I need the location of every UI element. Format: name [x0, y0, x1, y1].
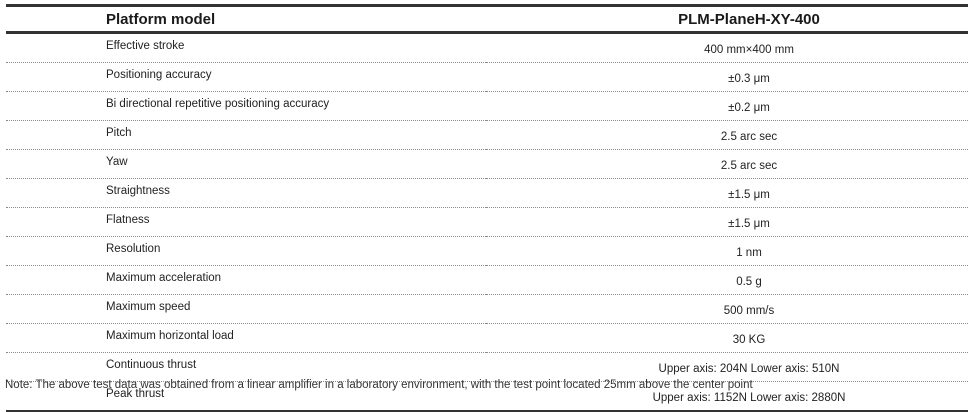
table-row [6, 237, 968, 266]
row-value: 1 nm [486, 237, 968, 266]
row-parameter: Maximum horizontal load [6, 324, 486, 353]
row-value: ±0.2 μm [486, 92, 968, 121]
table-row [6, 150, 968, 179]
row-value: ±1.5 μm [486, 208, 968, 237]
row-value: 0.5 g [486, 266, 968, 295]
table-row [6, 179, 968, 208]
table-row [6, 324, 968, 353]
row-value: 2.5 arc sec [486, 150, 968, 179]
table-row [6, 295, 968, 324]
row-parameter: Flatness [6, 208, 486, 237]
table-row [6, 208, 968, 237]
header-model-name: PLM-PlaneH-XY-400 [678, 10, 820, 28]
table-row [6, 63, 968, 92]
table-row [6, 353, 968, 382]
row-parameter: Yaw [6, 150, 486, 179]
table-row [6, 266, 968, 295]
footnote: Note: The above test data was obtained from a linear amplifier in a laboratory environment, with the test point located 25mm above the center point [5, 379, 753, 391]
row-parameter: Peak thrust [6, 382, 486, 412]
row-parameter: Continuous thrust [6, 353, 486, 382]
row-parameter: Maximum acceleration [6, 266, 486, 295]
table-row [6, 92, 968, 121]
table-row [6, 33, 968, 63]
row-parameter: Pitch [6, 121, 486, 150]
row-parameter: Straightness [6, 179, 486, 208]
row-parameter: Bi directional repetitive positioning accuracy [6, 92, 486, 121]
row-value: Upper axis: 1152N Lower axis: 2880N [486, 382, 968, 412]
row-value: ±1.5 μm [486, 179, 968, 208]
row-parameter: Resolution [6, 237, 486, 266]
row-value: Upper axis: 204N Lower axis: 510N [486, 353, 968, 382]
header-platform-model-label: Platform model [106, 10, 216, 28]
row-value: ±0.3 μm [486, 63, 968, 92]
row-value: 2.5 arc sec [486, 121, 968, 150]
row-value: 30 KG [486, 324, 968, 353]
row-parameter: Effective stroke [6, 33, 486, 63]
row-value: 500 mm/s [486, 295, 968, 324]
row-value: 400 mm×400 mm [486, 33, 968, 63]
row-parameter: Maximum speed [6, 295, 486, 324]
table-row [6, 121, 968, 150]
table-header-row [6, 6, 968, 33]
spec-table [6, 4, 968, 412]
row-parameter: Positioning accuracy [6, 63, 486, 92]
